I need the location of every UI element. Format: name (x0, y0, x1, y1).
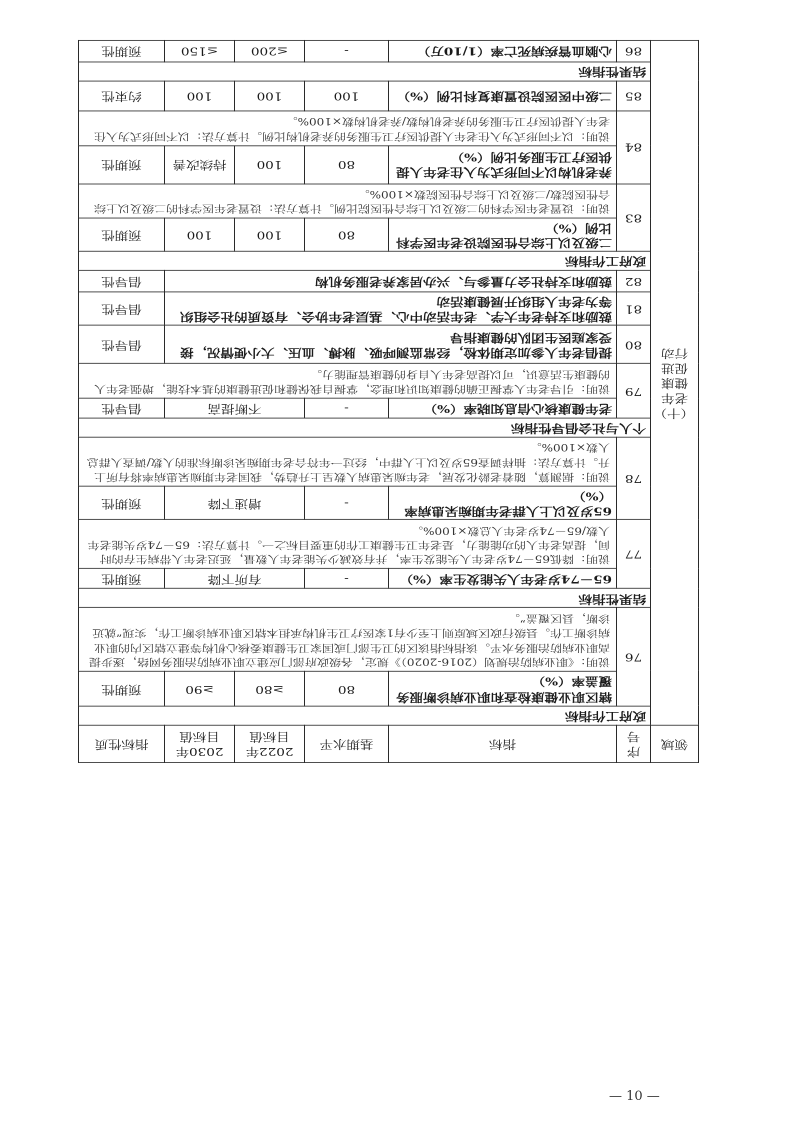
row-target-2022: 不断提高 (165, 398, 305, 418)
row-note: 说明：据测算，随着老龄化发展，老年痴呆患病人数呈上升趋势，我国老年期痴呆患病率将有所上升。计算方法：抽样调查65岁及以上人群中，经过一年符合老年期痴呆诊断标准的人数/调查人群总人数×100%。 (79, 437, 617, 486)
row-target-2022: ≤200 (235, 40, 305, 62)
row-seq: 79 (617, 364, 651, 419)
section-row (79, 252, 699, 271)
table-row (79, 145, 699, 183)
header-target-2022: 2022年目标值 (235, 725, 305, 762)
row-note: 说明：《职业病防治规划（2016-2020）》规定，各级政府部门应建立职业病防治服务网络，逐步提高职业病防治服务水平。该指标指该区的卫生部门或国家卫生健康委核心机构等建立辖区内的职业病诊断工作。县级行政区域原则上至少有1家医疗卫生机构承担本辖区职业病诊断工作，实现“就近诊断，县区覆盖”。 (79, 608, 617, 672)
domain-label-part: （十） (653, 406, 694, 420)
row-nature: 倡导性 (79, 325, 165, 363)
row-target-2030: 100 (165, 218, 235, 251)
row-target-2022: ≥80 (235, 671, 305, 706)
row-baseline: 80 (305, 145, 389, 183)
header-seq: 序号 (617, 725, 651, 762)
row-note: 说明：设置老年医学科的二级及以上综合性医院比例。计算方法：设置老年医学科的二级及以上综合性医院数/二级及以上综合性医院数×100%。 (79, 184, 617, 219)
row-seq: 80 (617, 325, 651, 363)
section-result-1: 结果性指标 (79, 589, 651, 608)
table-row (79, 671, 699, 706)
table-row (79, 292, 699, 325)
section-result-2: 结果性指标 (79, 62, 651, 81)
section-social-advocacy: 个人与社会倡导性指标 (79, 418, 651, 437)
note-row (79, 437, 699, 486)
row-nature: 预期性 (79, 486, 165, 519)
row-baseline: - (305, 40, 389, 62)
row-seq: 84 (617, 111, 651, 184)
row-indicator: 鼓励和支持老年大学、老年活动中心、基层老年协会、有资质的社会组织等为老年人组织开展健康活动 (165, 292, 617, 325)
row-baseline: - (305, 569, 389, 589)
domain-label-part: 促进 (661, 361, 688, 375)
domain-label-part: 行动 (661, 345, 688, 360)
row-note: 说明：以不同形式为入住老年人提供医疗卫生服务的养老机构比例。计算方法：以不同形式为入住老年人提供医疗卫生服务的养老机构数/养老机构数×100%。 (79, 111, 617, 146)
row-baseline: - (305, 486, 389, 519)
row-target-2022: 100 (235, 81, 305, 111)
row-target-2030: 持续改善 (165, 145, 235, 183)
row-nature: 倡导性 (79, 292, 165, 325)
row-indicator: 二级及以上综合性医院设老年医学科比例（%） (389, 218, 617, 251)
note-row (79, 364, 699, 399)
note-row (79, 608, 699, 672)
header-target-2030: 2030年目标值 (165, 725, 235, 762)
note-row (79, 184, 699, 219)
header-domain: 领域 (651, 725, 699, 762)
row-nature: 倡导性 (79, 271, 165, 293)
row-baseline: - (305, 398, 389, 418)
section-row (79, 589, 699, 608)
row-nature: 预期性 (79, 40, 165, 62)
row-seq: 86 (617, 40, 651, 62)
section-row (79, 706, 699, 725)
table-row (79, 486, 699, 519)
row-nature: 倡导性 (79, 398, 165, 418)
row-indicator: 老年健康核心信息知晓率（%） (389, 398, 617, 418)
row-target-2022: 有所下降 (165, 569, 305, 589)
row-nature: 预期性 (79, 569, 165, 589)
row-indicator: 辖区职业健康检查和职业病诊断服务覆盖率（%） (389, 671, 617, 706)
header-baseline: 基期水平 (305, 725, 389, 762)
table-row (79, 569, 699, 589)
row-indicator: 养老机构以不同形式为入住老年人提供医疗卫生服务比例（%） (389, 145, 617, 183)
row-indicator: 二级中医医院设置康复科比例（%） (389, 81, 617, 111)
domain-label-part: 健康 (661, 376, 688, 390)
row-baseline: 80 (305, 218, 389, 251)
row-target-2030: ≤150 (165, 40, 235, 62)
row-indicator: 65岁及以上人群老年期痴呆患病率（%） (389, 486, 617, 519)
table-row (79, 40, 699, 62)
note-row (79, 111, 699, 146)
section-row (79, 62, 699, 81)
row-target-2030: ≥90 (165, 671, 235, 706)
row-seq: 81 (617, 292, 651, 325)
row-target-2022: 100 (235, 218, 305, 251)
section-gov-work-1: 政府工作指标 (79, 706, 651, 725)
header-nature: 指标性质 (79, 725, 165, 762)
note-row (79, 520, 699, 569)
row-seq: 76 (617, 608, 651, 706)
row-seq: 82 (617, 271, 651, 293)
row-nature: 预期性 (79, 145, 165, 183)
page-number: — 10 — (609, 1089, 660, 1104)
row-indicator: 65－74岁老年人失能发生率（%） (389, 569, 617, 589)
row-seq: 85 (617, 81, 651, 111)
row-seq: 77 (617, 520, 651, 589)
row-indicator: 心脑血管疾病死亡率（1/10万） (389, 40, 617, 62)
domain-label-part: 老年 (661, 391, 688, 405)
row-target-2022: 100 (235, 145, 305, 183)
section-gov-work-2: 政府工作指标 (79, 252, 651, 271)
row-target-2030: 100 (165, 81, 235, 111)
table-header-row (79, 725, 699, 762)
row-nature: 预期性 (79, 218, 165, 251)
row-target-2022: 增速下降 (165, 486, 305, 519)
row-note: 说明：降低65－74岁老年人失能发生率，并有效减少失能老年人数量，延迟老年人带病生存的时间，提高老年人的功能能力，是老年卫生健康工作的重要目标之一。计算方法：65－74岁失能老年人数/65－74岁老年人总数×100%。 (79, 520, 617, 569)
table-row (79, 218, 699, 251)
domain-cell (651, 40, 699, 725)
row-baseline: 80 (305, 671, 389, 706)
row-nature: 预期性 (79, 671, 165, 706)
table-row (79, 271, 699, 293)
indicator-table (78, 40, 699, 763)
row-seq: 78 (617, 437, 651, 519)
row-indicator: 提倡老年人参加定期体检，经常监测呼吸、脉搏、血压、大小便情况，接受家庭医生团队的健康指导 (165, 325, 617, 363)
header-indicator: 指标 (389, 725, 617, 762)
section-row (79, 418, 699, 437)
row-baseline: 100 (305, 81, 389, 111)
row-seq: 83 (617, 184, 651, 252)
table-row (79, 398, 699, 418)
row-note: 说明：引导老年人掌握正确的健康知识和理念，掌握自我保健和促进健康的基本技能，增强老年人的健康生活意识，可以提高老年人自身的健康管理能力。 (79, 364, 617, 399)
row-indicator: 鼓励和支持社会力量参与、兴办居家养老服务机构 (165, 271, 617, 293)
table-row (79, 325, 699, 363)
table-row (79, 81, 699, 111)
row-nature: 约束性 (79, 81, 165, 111)
